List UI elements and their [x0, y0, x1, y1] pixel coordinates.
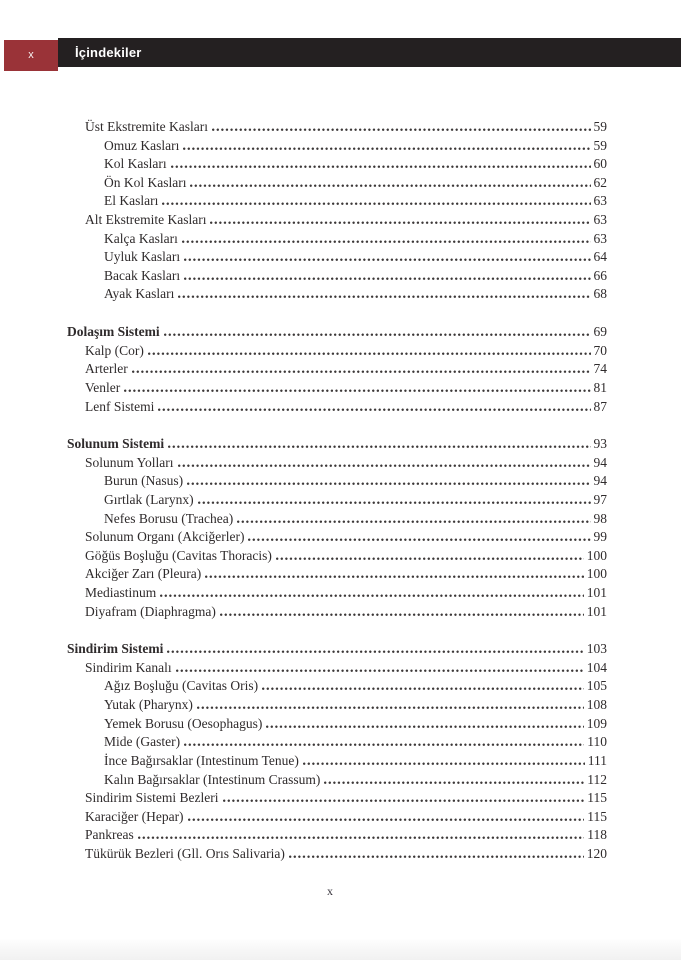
- dot-leader: [220, 613, 584, 616]
- toc-entry: [67, 268, 607, 287]
- dot-leader: [190, 184, 590, 187]
- dot-leader: [184, 258, 590, 261]
- dot-leader: [164, 333, 591, 336]
- toc-entry-page: 70: [593, 342, 607, 358]
- toc-entry-title: Göğüs Boşluğu (Cavitas Thoracis): [85, 547, 272, 563]
- toc-entry: [67, 212, 607, 231]
- toc-entry: [67, 138, 607, 157]
- toc-entry: [67, 753, 607, 772]
- toc: [67, 119, 607, 865]
- dot-leader: [197, 706, 584, 709]
- toc-entry-page: 60: [593, 156, 607, 172]
- toc-entry-page: 64: [593, 249, 607, 265]
- toc-entry-title: Kalın Bağırsaklar (Intestinum Crassum): [104, 771, 321, 787]
- dot-leader: [198, 501, 591, 504]
- toc-entry-title: Pankreas: [85, 827, 134, 843]
- toc-entry-title: Karaciğer (Hepar): [85, 808, 184, 824]
- dot-leader: [167, 650, 583, 653]
- toc-entry-page: 109: [586, 715, 607, 731]
- page-bottom-edge-shadow: [0, 938, 681, 960]
- toc-entry: [67, 678, 607, 697]
- dot-leader: [188, 818, 585, 821]
- toc-entry-page: 63: [593, 193, 607, 209]
- toc-entry: [67, 492, 607, 511]
- toc-entry: [67, 846, 607, 865]
- toc-entry-page: 101: [586, 585, 607, 601]
- dot-leader: [138, 836, 585, 839]
- toc-entry-title: Solunum Organı (Akciğerler): [85, 529, 245, 545]
- toc-entry: [67, 734, 607, 753]
- toc-entry-title: Omuz Kasları: [104, 137, 180, 153]
- header-title: İçindekiler: [75, 45, 142, 60]
- toc-entry-title: Kalça Kasları: [104, 230, 178, 246]
- toc-entry-title: Kol Kasları: [104, 156, 167, 172]
- toc-entry-title: Solunum Yolları: [85, 454, 174, 470]
- toc-entry-title: Uyluk Kasları: [104, 249, 181, 265]
- toc-entry-title: İnce Bağırsaklar (Intestinum Tenue): [104, 752, 299, 768]
- dot-leader: [237, 520, 590, 523]
- toc-entry-title: Dolaşım Sistemi: [67, 324, 160, 340]
- toc-entry: [67, 380, 607, 399]
- toc-entry: [67, 324, 607, 343]
- toc-entry-title: Mediastinum: [85, 585, 157, 601]
- toc-entry-title: Ön Kol Kasları: [104, 174, 187, 190]
- dot-leader: [187, 482, 590, 485]
- dot-leader: [324, 781, 584, 784]
- dot-leader: [162, 202, 590, 205]
- toc-entry-title: Sindirim Sistemi: [67, 641, 164, 657]
- toc-entry-page: 69: [593, 324, 607, 340]
- toc-entry-page: 63: [593, 230, 607, 246]
- toc-entry-title: Üst Ekstremite Kasları: [85, 119, 208, 134]
- toc-entry-page: 103: [586, 641, 607, 657]
- header-bar: [58, 38, 681, 67]
- toc-entry-title: Ayak Kasları: [104, 286, 175, 302]
- toc-entry: [67, 343, 607, 362]
- toc-entry: [67, 436, 607, 455]
- toc-entry: [67, 697, 607, 716]
- toc-entry-title: Kalp (Cor): [85, 342, 144, 358]
- toc-entry-title: Venler: [85, 379, 121, 395]
- toc-entry-title: Alt Ekstremite Kasları: [85, 212, 207, 228]
- toc-entry-page: 63: [593, 212, 607, 228]
- toc-entry: [67, 566, 607, 585]
- toc-entry-title: Solunum Sistemi: [67, 436, 165, 452]
- toc-entry-page: 94: [593, 473, 607, 489]
- dot-leader: [176, 669, 584, 672]
- toc-entry-title: Tükürük Bezleri (Gll. Orıs Salivaria): [85, 845, 285, 861]
- toc-entry-page: 66: [593, 267, 607, 283]
- dot-leader: [184, 277, 590, 280]
- toc-entry: [67, 809, 607, 828]
- toc-entry-page: 115: [587, 808, 607, 824]
- toc-entry-title: Burun (Nasus): [104, 473, 184, 489]
- toc-entry-page: 112: [587, 771, 607, 787]
- toc-entry: [67, 455, 607, 474]
- toc-entry-page: 93: [593, 436, 607, 452]
- toc-entry-page: 62: [593, 174, 607, 190]
- dot-leader: [178, 295, 590, 298]
- toc-entry-page: 59: [593, 137, 607, 153]
- toc-entry-title: Akciğer Zarı (Pleura): [85, 566, 202, 582]
- toc-entry-title: Gırtlak (Larynx): [104, 491, 194, 507]
- toc-entry-page: 94: [593, 454, 607, 470]
- toc-entry: [67, 790, 607, 809]
- toc-entry-page: 81: [593, 379, 607, 395]
- toc-entry-page: 98: [593, 510, 607, 526]
- dot-leader: [132, 370, 591, 373]
- dot-leader: [210, 221, 590, 224]
- toc-entry-page: 87: [593, 398, 607, 414]
- dot-leader: [124, 389, 590, 392]
- toc-entry: [67, 641, 607, 660]
- toc-entry-title: Mide (Gaster): [104, 734, 181, 750]
- dot-leader: [148, 352, 591, 355]
- dot-leader: [168, 445, 590, 448]
- toc-entry-page: 118: [587, 827, 607, 843]
- toc-entry: [67, 511, 607, 530]
- toc-entry: [67, 175, 607, 194]
- toc-entry-page: 97: [593, 491, 607, 507]
- dot-leader: [303, 762, 585, 765]
- dot-leader: [276, 557, 584, 560]
- dot-leader: [205, 575, 584, 578]
- toc-entry-page: 68: [593, 286, 607, 302]
- toc-section: [67, 324, 607, 417]
- toc-entry-title: El Kasları: [104, 193, 159, 209]
- toc-entry-title: Yutak (Pharynx): [104, 697, 193, 713]
- toc-entry: [67, 473, 607, 492]
- toc-entry: [67, 529, 607, 548]
- toc-entry-title: Bacak Kasları: [104, 267, 181, 283]
- toc-entry: [67, 231, 607, 250]
- header-page-number-tab: [4, 40, 58, 71]
- dot-leader: [183, 147, 590, 150]
- dot-leader: [178, 464, 591, 467]
- toc-section: [67, 119, 607, 305]
- toc-entry-page: 59: [593, 119, 607, 134]
- toc-entry: [67, 827, 607, 846]
- toc-entry: [67, 604, 607, 623]
- toc-entry-page: 100: [586, 547, 607, 563]
- toc-entry: [67, 156, 607, 175]
- toc-entry-page: 120: [586, 845, 607, 861]
- dot-leader: [171, 165, 591, 168]
- toc-section: [67, 436, 607, 622]
- toc-entry-page: 101: [586, 603, 607, 619]
- toc-entry: [67, 660, 607, 679]
- toc-entry-title: Ağız Boşluğu (Cavitas Oris): [104, 678, 259, 694]
- toc-entry-title: Yemek Borusu (Oesophagus): [104, 715, 263, 731]
- toc-entry: [67, 772, 607, 791]
- toc-entry-page: 110: [587, 734, 607, 750]
- dot-leader: [289, 855, 584, 858]
- toc-entry: [67, 585, 607, 604]
- toc-entry: [67, 548, 607, 567]
- toc-entry-page: 115: [587, 790, 607, 806]
- toc-entry: [67, 249, 607, 268]
- toc-entry: [67, 193, 607, 212]
- toc-entry-title: Nefes Borusu (Trachea): [104, 510, 234, 526]
- toc-entry-title: Sindirim Kanalı: [85, 659, 172, 675]
- toc-entry-page: 100: [586, 566, 607, 582]
- toc-entry-page: 104: [586, 659, 607, 675]
- toc-entry-title: Sindirim Sistemi Bezleri: [85, 790, 219, 806]
- dot-leader: [266, 725, 583, 728]
- toc-entry-title: Arterler: [85, 361, 128, 377]
- toc-entry-title: Diyafram (Diaphragma): [85, 603, 216, 619]
- toc-entry: [67, 399, 607, 418]
- toc-entry: [67, 286, 607, 305]
- dot-leader: [262, 687, 584, 690]
- dot-leader: [212, 128, 591, 131]
- toc-entry: [67, 361, 607, 380]
- dot-leader: [223, 799, 585, 802]
- toc-entry-page: 108: [586, 697, 607, 713]
- toc-entry-page: 99: [593, 529, 607, 545]
- dot-leader: [248, 538, 590, 541]
- toc-section: [67, 641, 607, 864]
- toc-entry: [67, 716, 607, 735]
- toc-entry-page: 74: [593, 361, 607, 377]
- dot-leader: [182, 240, 591, 243]
- toc-entry-page: 105: [586, 678, 607, 694]
- toc-entry-page: 111: [587, 752, 607, 768]
- dot-leader: [184, 743, 584, 746]
- dot-leader: [160, 594, 584, 597]
- dot-leader: [158, 408, 590, 411]
- toc-entry: [67, 119, 607, 138]
- footer-page-number: x: [327, 884, 333, 898]
- toc-entry-title: Lenf Sistemi: [85, 398, 155, 414]
- header-page-number: x: [28, 49, 34, 61]
